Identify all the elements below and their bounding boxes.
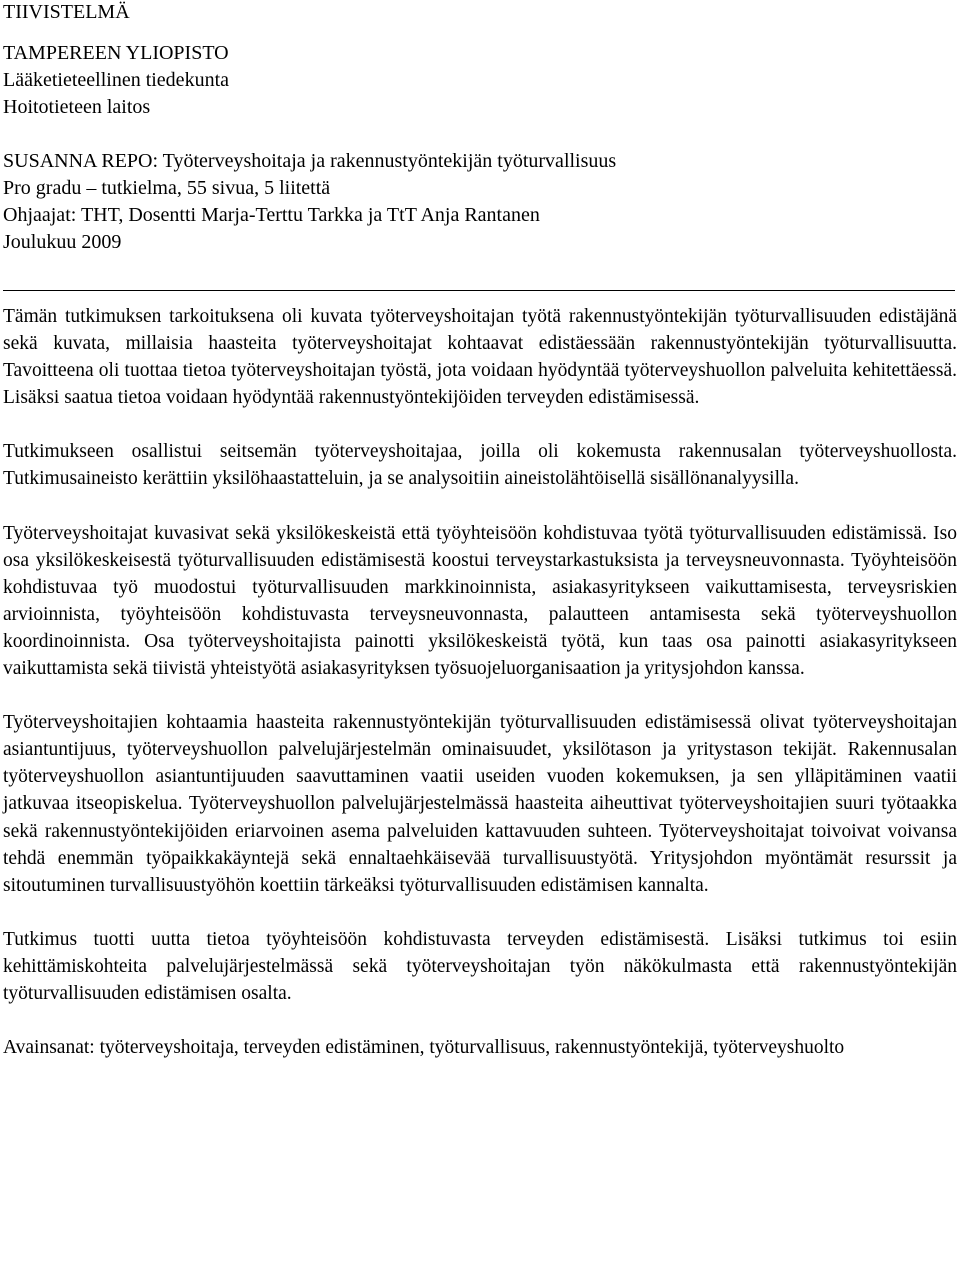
thesis-date: Joulukuu 2009 [3,231,122,253]
abstract-paragraph-conclusion: Tutkimus tuotti uutta tietoa työyhteisöön kohdistuvasta terveyden edistämisestä. Lisäksi tutkimus toi esiin kehittämiskohteita palvelujärjestelmässä sekä työterveyshoitajan työn näkökulmasta että rakennustyöntekijän työturvallisuuden edistämisen osalta. [3,928,957,1004]
abstract-paragraph-purpose: Tämän tutkimuksen tarkoituksena oli kuvata työterveyshoitajan työtä rakennustyöntekijän työturvallisuuden edistäjänä sekä kuvata, millaisia haasteita työterveyshoitajat kohtaavat edistäessään rakennustyöntekijän työturvallisuutta. Tavoitteena oli tuottaa tietoa työterveyshoitajan työstä, jota voidaan hyödyntää työterveyshuollon palveluita kehitettäessä. Lisäksi saatua tietoa voidaan hyödyntää rakennustyöntekijöiden terveyden edistämisessä. [3,306,957,409]
section-heading: TIIVISTELMÄ [3,1,130,23]
institution-block [0,40,957,121]
thesis-type-pages: Pro gradu – tutkielma, 55 sivua, 5 liitettä [3,177,331,199]
abstract-paragraph-results-challenges: Työterveyshoitajien kohtaamia haasteita rakennustyöntekijän työturvallisuuden edistämisessä olivat työterveyshoitajan asiantuntijuus, työterveyshuollon palvelujärjestelmän ominaisuudet, yksilötason ja yritystason tekijät. Rakennusalan työterveyshuollon asiantuntijuuden saavuttaminen vaatii useiden vuoden kokemuksen, ja sen ylläpitäminen vaatii jatkuvaa itseopiskelua. Työterveyshuollon palvelujärjestelmässä haasteita aiheuttivat työterveyshoitajien suuri työtaakka sekä rakennustyöntekijöiden eriarvoinen asema palveluiden kattavuuden suhteen. Työterveyshoitajat toivoivat voivansa tehdä enemmän työpaikkakäyntejä sekä ennaltaehkäisevää turvallisuustyötä. Yritysjohdon myöntämät resurssit ja sitoutuminen turvallisuustyöhön koettiin tärkeäksi työturvallisuuden edistämisen kannalta. [3,712,957,896]
horizontal-divider [3,290,955,291]
department-name: Hoitotieteen laitos [3,96,151,118]
university-name: TAMPEREEN YLIOPISTO [3,42,229,64]
keywords: Avainsanat: työterveyshoitaja, terveyden edistäminen, työturvallisuus, rakennustyöntekijä, työterveyshuolto [3,1037,845,1059]
author-title: SUSANNA REPO: Työterveyshoitaja ja rakennustyöntekijän työturvallisuus [3,150,617,172]
faculty-name: Lääketieteellinen tiedekunta [3,69,229,91]
abstract-paragraph-results-work: Työterveyshoitajat kuvasivat sekä yksilökeskeistä että työyhteisöön kohdistuvaa työtä työturvallisuuden edistämissä. Iso osa yksilökeskeisestä työturvallisuuden edistämisestä koostui terveystarkastuksista ja terveysneuvonnasta. Työyhteisöön kohdistuvaa työ muodostui työturvallisuuden markkinoinnista, asiakasyritykseen vaikuttamisesta, terveysriskien arvioinnista, työyhteisöön kohdistuvasta terveysneuvonnasta, palautteen antamisesta sekä työterveyshuollon koordinoinnista. Osa työterveyshoitajista painotti yksilökeskeistä työtä, kun taas osa painotti asiakasyritykseen vaikuttamista sekä tiivistä yhteistyötä asiakasyrityksen työsuojeluorganisaation ja yritysjohdon kanssa. [3,522,957,680]
thesis-meta-block [0,148,957,256]
abstract-paragraph-participants: Tutkimukseen osallistui seitsemän työterveyshoitajaa, joilla oli kokemusta rakennusalan työterveyshuollosta. Tutkimusaineisto kerättiin yksilöhaastatteluin, ja se analysoitiin aineistolähtöisellä sisällönanalyysilla. [3,441,957,490]
supervisors: Ohjaajat: THT, Dosentti Marja-Terttu Tarkka ja TtT Anja Rantanen [3,204,540,226]
